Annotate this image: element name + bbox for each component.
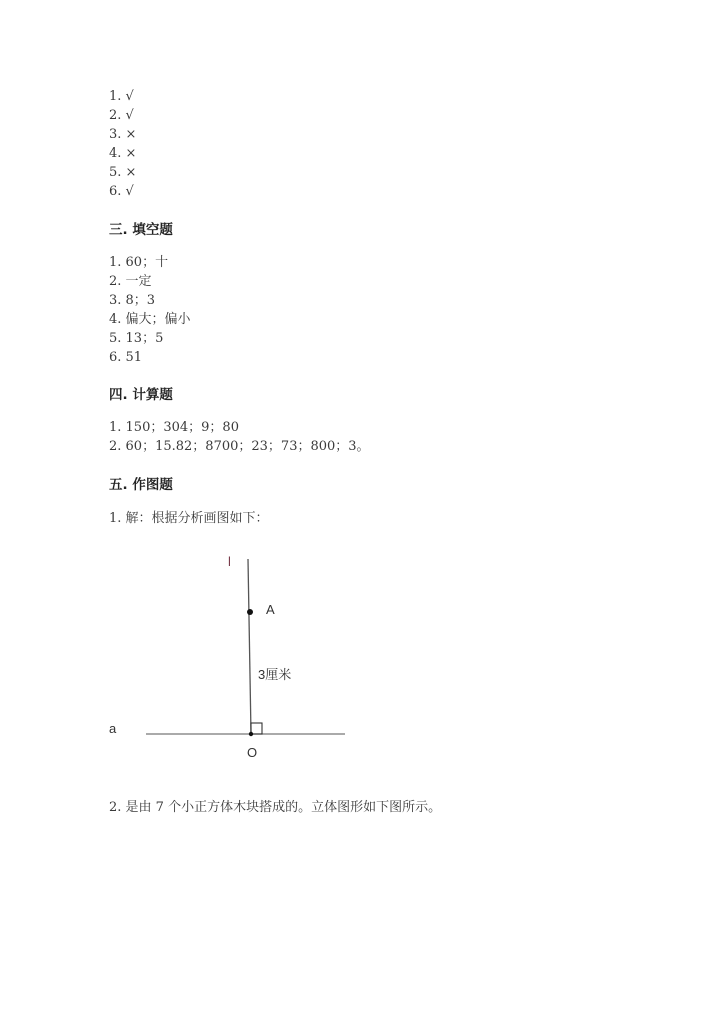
label-l: l — [228, 554, 231, 569]
point-A — [247, 609, 253, 615]
judgement-answer: 2. √ — [109, 108, 134, 123]
label-O: O — [247, 745, 258, 760]
fill-blank-answer: 1. 60；十 — [109, 255, 169, 270]
label-distance: 3厘米 — [258, 667, 292, 682]
judgement-answer: 6. √ — [109, 184, 134, 199]
section-heading-calculation: 四. 计算题 — [109, 387, 173, 403]
geometry-diagram — [100, 540, 360, 770]
fill-blank-answer: 3. 8；3 — [109, 293, 156, 308]
judgement-answer: 4. × — [109, 146, 137, 161]
perpendicular-line-figure — [100, 540, 360, 770]
judgement-answer: 5. × — [109, 165, 137, 180]
fill-blank-answer: 2. 一定 — [109, 274, 152, 289]
label-a: a — [109, 721, 117, 736]
calculation-answer: 1. 150；304；9；80 — [109, 420, 239, 435]
fill-blank-answer: 5. 13；5 — [109, 331, 164, 346]
section-heading-drawing: 五. 作图题 — [109, 477, 173, 493]
label-A: A — [266, 602, 275, 617]
line-l — [248, 559, 251, 734]
fill-blank-answer: 6. 51 — [109, 350, 143, 365]
judgement-answer: 3. × — [109, 127, 137, 142]
judgement-answer: 1. √ — [109, 89, 134, 104]
point-O — [249, 732, 253, 736]
drawing-answer-2: 2. 是由 7 个小正方体木块搭成的。立体图形如下图所示。 — [109, 800, 442, 815]
fill-blank-answer: 4. 偏大；偏小 — [109, 312, 191, 327]
section-heading-fill-blank: 三. 填空题 — [109, 222, 173, 238]
calculation-answer: 2. 60；15.82；8700；23；73；800；3。 — [109, 439, 370, 454]
right-angle-marker — [251, 723, 262, 734]
drawing-answer-1: 1. 解：根据分析画图如下： — [109, 511, 269, 526]
